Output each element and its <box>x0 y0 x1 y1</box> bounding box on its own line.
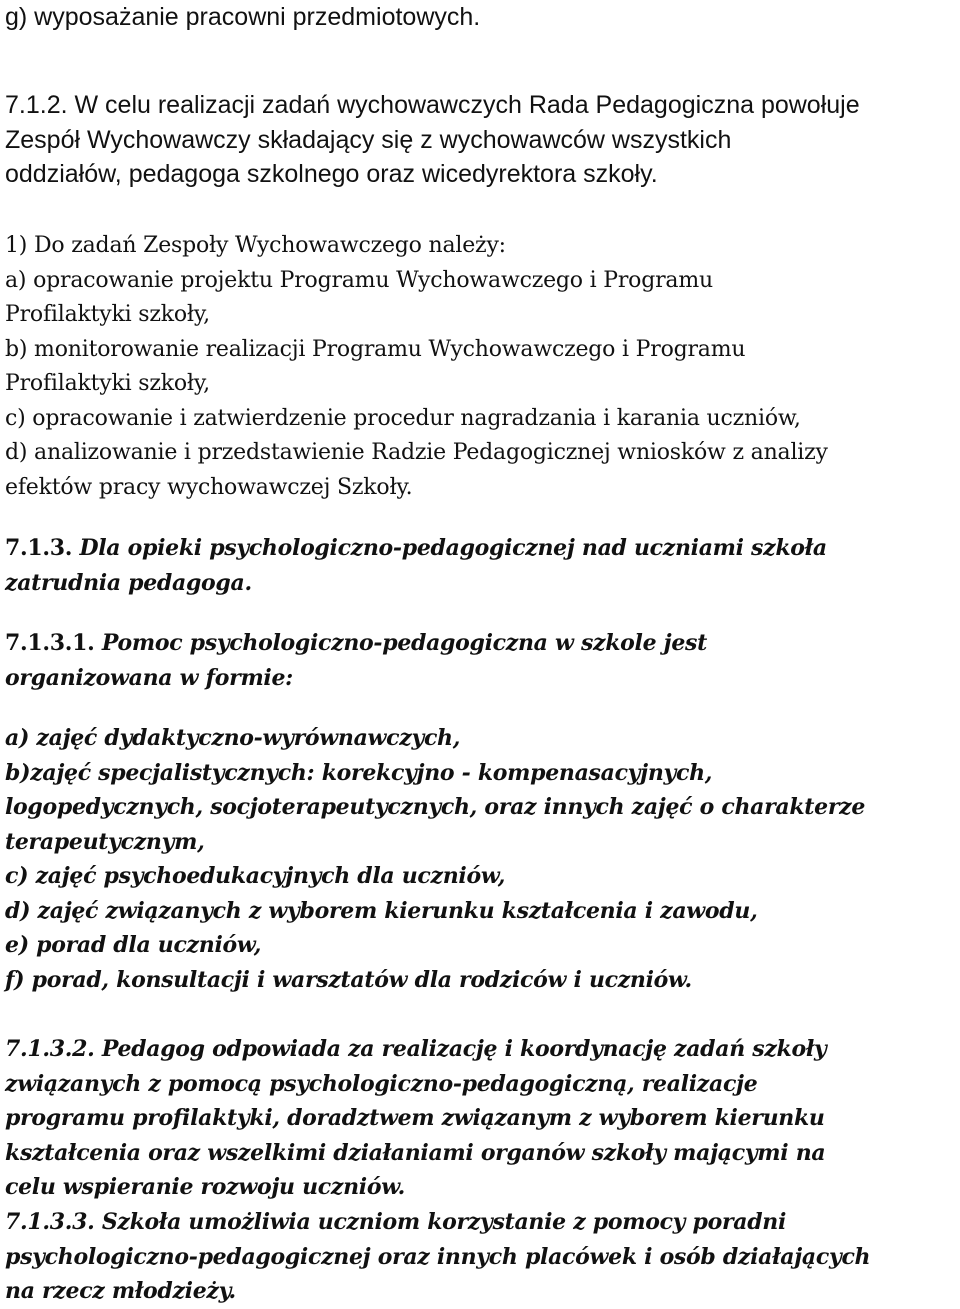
paragraph-line: na rzecz młodzieży. <box>5 1278 236 1304</box>
list-item: d) zajęć związanych z wyborem kierunku kształcenia i zawodu, <box>5 897 758 924</box>
list-item: f) porad, konsultacji i warsztatów dla rodziców i uczniów. <box>5 966 692 993</box>
paragraph-line: programu profilaktyki, doradztwem związanym z wyborem kierunku <box>5 1105 825 1131</box>
section-number: 7.1.3.1. <box>5 630 95 656</box>
section-g <box>5 0 480 35</box>
paragraph-line: organizowana w formie: <box>5 664 294 691</box>
paragraph-line: Zespół Wychowawczy składający się z wychowawców wszystkich <box>5 125 732 154</box>
list-item: Profilaktyki szkoły, <box>5 302 210 327</box>
paragraph-line: celu wspieranie rozwoju uczniów. <box>5 1174 405 1200</box>
paragraph-line: kształcenia oraz wszelkimi działaniami organów szkoły mającymi na <box>5 1139 826 1166</box>
section-7-1-2 <box>5 88 860 192</box>
paragraph-text: Pomoc psychologiczno-pedagogiczna w szkole jest <box>101 630 707 656</box>
paragraph-text: Dla opieki psychologiczno-pedagogicznej nad uczniami szkoła <box>79 535 827 561</box>
paragraph-line: psychologiczno-pedagogicznej oraz innych placówek i osób działających <box>5 1243 871 1270</box>
section-7-1-3-2 <box>5 1032 827 1205</box>
list-item: e) porad dla uczniów, <box>5 932 262 958</box>
paragraph-line <box>5 626 707 661</box>
section-7-1-3-1 <box>5 626 707 695</box>
list-item: a) opracowanie projektu Programu Wychowawczego i Programu <box>5 267 713 293</box>
paragraph-line: 7.1.3.3. Szkoła umożliwia uczniom korzystanie z pomocy poradni <box>5 1209 787 1235</box>
section-7-1-3-3 <box>5 1205 870 1309</box>
support-forms <box>5 721 865 997</box>
list-item: b)zajęć specjalistycznych: korekcyjno - kompenasacyjnych, <box>5 759 713 786</box>
list-item: logopedycznych, socjoterapeutycznych, oraz innych zajęć o charakterze <box>5 794 866 820</box>
list-heading: 1) Do zadań Zespoły Wychowawczego należy: <box>5 233 506 258</box>
paragraph-line: 7.1.3.2. Pedagog odpowiada za realizację i koordynację zadań szkoły <box>5 1036 827 1062</box>
list-item: terapeutycznym, <box>5 828 205 855</box>
paragraph-line: 7.1.2. W celu realizacji zadań wychowawczych Rada Pedagogiczna powołuje <box>5 91 860 119</box>
list-item: Profilaktyki szkoły, <box>5 371 210 396</box>
list-item: c) opracowanie i zatwierdzenie procedur nagradzania i karania uczniów, <box>5 405 801 431</box>
section-g-text: g) wyposażanie pracowni przedmiotowych. <box>5 3 481 31</box>
list-item: b) monitorowanie realizacji Programu Wychowawczego i Programu <box>5 336 746 362</box>
paragraph-line: zatrudnia pedagoga. <box>5 569 252 596</box>
list-item: efektów pracy wychowawczej Szkoły. <box>5 474 413 500</box>
team-tasks <box>5 229 828 505</box>
list-item: c) zajęć psychoedukacyjnych dla uczniów, <box>5 863 506 889</box>
list-item: a) zajęć dydaktyczno-wyrównawczych, <box>5 725 461 751</box>
section-7-1-3 <box>5 531 827 600</box>
list-item: d) analizowanie i przedstawienie Radzie Pedagogicznej wniosków z analizy <box>5 440 828 465</box>
paragraph-line: związanych z pomocą psychologiczno-pedagogiczną, realizacje <box>5 1070 758 1097</box>
paragraph-line: oddziałów, pedagoga szkolnego oraz wicedyrektora szkoły. <box>5 160 658 188</box>
paragraph-line <box>5 531 827 566</box>
section-number: 7.1.3. <box>5 535 73 561</box>
